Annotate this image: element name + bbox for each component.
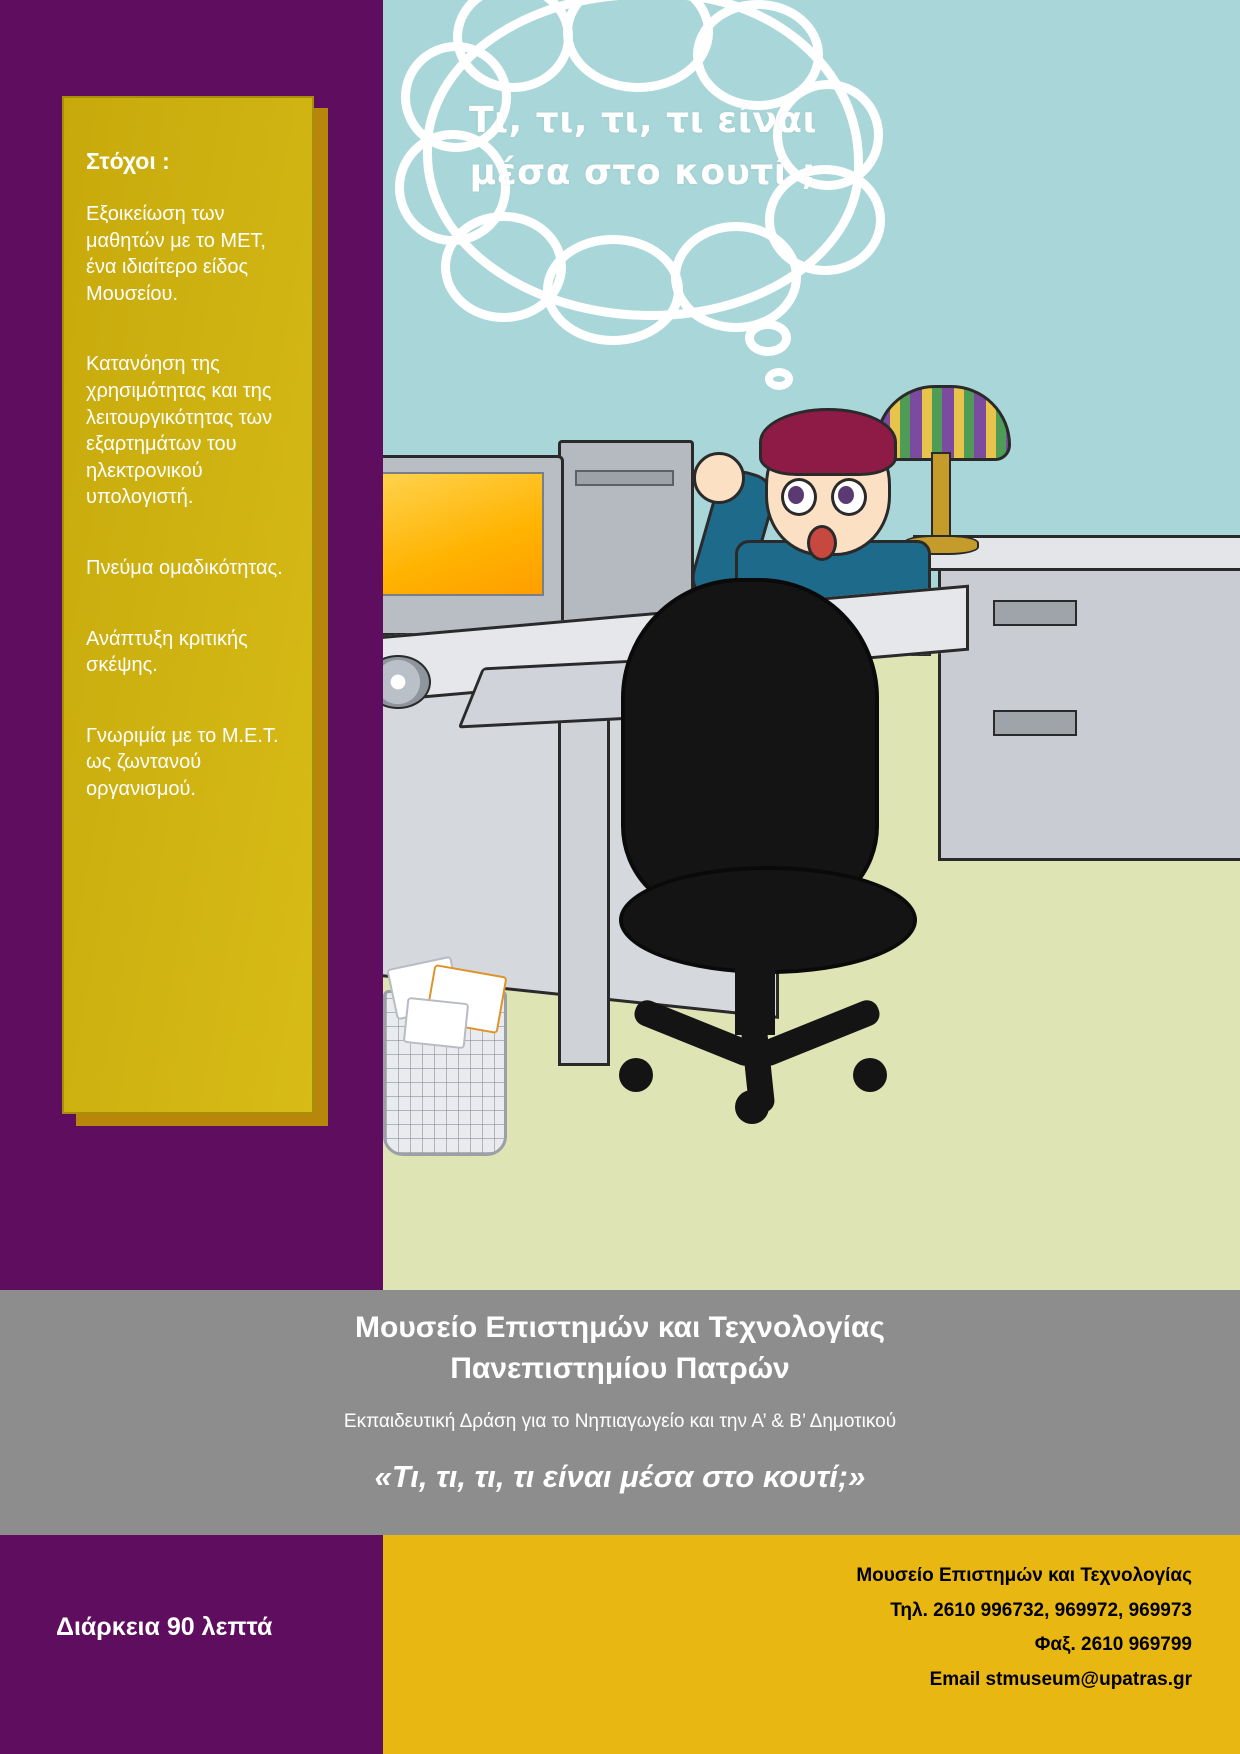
contact-email[interactable]: Email stmuseum@upatras.gr xyxy=(929,1668,1192,1690)
bubble-lobe-icon xyxy=(543,235,683,345)
boy-hair-icon xyxy=(759,408,897,476)
cabinet-icon xyxy=(938,555,1240,861)
goal-item: Κατανόηση της χρησιμότητας και της λειτουργικότητας των εξαρτημάτων του ηλεκτρονικού υπολογιστή. xyxy=(86,353,273,509)
footer-row xyxy=(0,1535,1240,1754)
cabinet-handle-icon xyxy=(993,600,1077,626)
goals-card xyxy=(62,96,314,1114)
activity-subtitle: Εκπαιδευτική Δράση για το Νηπιαγωγείο και την Α’ & Β’ Δημοτικού xyxy=(343,1411,897,1432)
contact-museum-name: Μουσείο Επιστημών και Τεχνολογίας xyxy=(856,1565,1192,1586)
crumpled-paper-icon xyxy=(403,997,469,1049)
office-chair-back-icon xyxy=(621,578,879,916)
duration-label: Διάρκεια 90 λεπτά xyxy=(56,1613,273,1641)
thought-bubble-text: Τι, τι, τι, τι είναι μέσα στο κουτί ; xyxy=(468,100,818,194)
monitor-icon xyxy=(383,455,564,636)
contact-phone: Τηλ. 2610 996732, 969972, 969973 xyxy=(890,1599,1192,1621)
chair-wheel-icon xyxy=(853,1058,887,1092)
museum-title-line1: Μουσείο Επιστημών και Τεχνολογίας xyxy=(355,1311,885,1344)
monitor-screen-icon xyxy=(383,472,544,596)
thought-bubble xyxy=(393,0,913,420)
boy-pupil-icon xyxy=(788,486,804,504)
goal-item: Ανάπτυξη κριτικής σκέψης. xyxy=(86,627,248,677)
tower-drive-slot-icon xyxy=(575,470,674,486)
boy-pupil-icon xyxy=(838,486,854,504)
goal-item: Πνεύμα ομαδικότητας. xyxy=(86,556,283,579)
museum-title-band xyxy=(0,1290,1240,1535)
chair-wheel-icon xyxy=(619,1058,653,1092)
footer-contact-panel xyxy=(383,1535,1240,1754)
bubble-tail-dot-icon xyxy=(765,368,793,390)
cabinet-handle-icon xyxy=(993,710,1077,736)
footer-duration-panel xyxy=(0,1535,383,1754)
contact-fax: Φαξ. 2610 969799 xyxy=(1034,1634,1192,1656)
activity-quote-title: «Τι, τι, τι, τι είναι μέσα στο κουτί;» xyxy=(374,1459,866,1494)
museum-title-line2: Πανεπιστημίου Πατρών xyxy=(450,1351,790,1385)
desk-leg-icon xyxy=(558,700,610,1066)
illustration-scene xyxy=(383,0,1240,1290)
goal-item: Εξοικείωση των μαθητών με το ΜΕΤ, ένα ιδιαίτερο είδος Μουσείου. xyxy=(86,203,266,305)
goal-item: Γνωριμία με το Μ.Ε.Τ. ως ζωντανού οργανισμού. xyxy=(86,724,279,800)
boy-mouth-icon xyxy=(807,525,837,561)
goals-title: Στόχοι : xyxy=(86,148,170,174)
chair-wheel-icon xyxy=(735,1090,769,1124)
boy-hand-icon xyxy=(693,452,745,504)
bubble-tail-dot-icon xyxy=(745,320,791,356)
contact-block xyxy=(856,1559,1192,1697)
bubble-lobe-icon xyxy=(671,222,801,332)
lamp-stem-icon xyxy=(931,452,951,546)
